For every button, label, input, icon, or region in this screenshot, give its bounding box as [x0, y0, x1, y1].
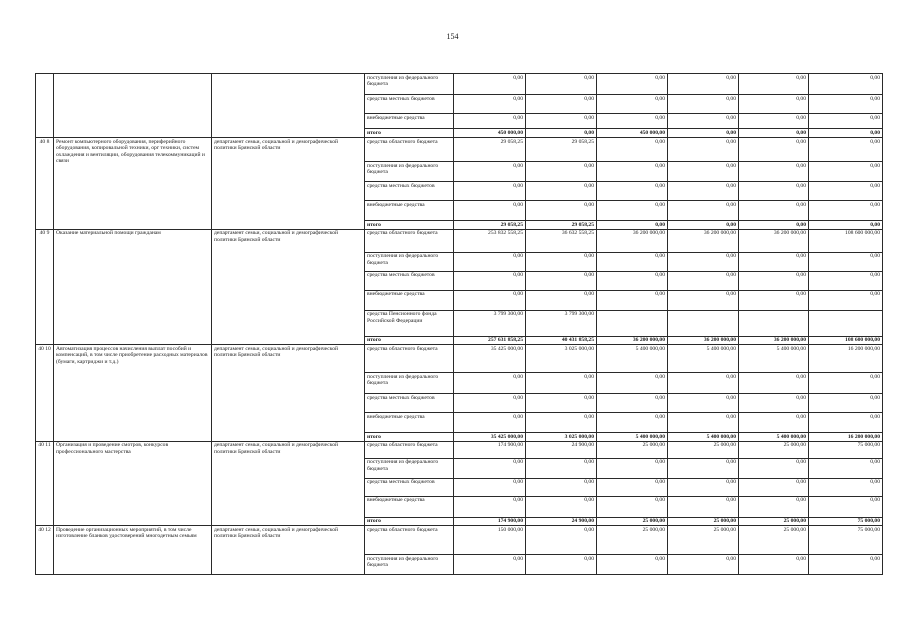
- funding-source: поступления из федерального бюджета: [365, 555, 454, 575]
- amount-year-2: [597, 310, 668, 336]
- amount-total: 257 631 858,25: [454, 336, 526, 345]
- amount-total: 0,00: [454, 271, 526, 290]
- table-row: [36, 229, 883, 252]
- funding-source: средства местных бюджетов: [365, 271, 454, 290]
- amount-year-2: 0,00: [597, 201, 668, 221]
- amount-year-3: 36 200 000,00: [668, 229, 739, 252]
- measure-name: Проведение организационных мероприятий, в том числе изготовление бланков удостоверений многодетным семьям: [54, 526, 212, 575]
- funding-source: внебюджетные средства: [365, 114, 454, 129]
- amount-year-2: 0,00: [597, 413, 668, 433]
- amount-total: 35 425 000,00: [454, 433, 526, 442]
- table-body: [36, 74, 883, 575]
- amount-total: 29 058,25: [454, 138, 526, 162]
- amount-year-4: 0,00: [739, 555, 809, 575]
- responsible-executor: департамент семьи, социальной и демографической политики Брянской области: [212, 526, 365, 575]
- page-number: 154: [446, 32, 459, 41]
- amount-year-5: 0,00: [809, 271, 883, 290]
- amount-year-2: 0,00: [597, 162, 668, 182]
- amount-total: 450 000,00: [454, 129, 526, 138]
- responsible-executor: департамент семьи, социальной и демографической политики Брянской области: [212, 441, 365, 526]
- amount-year-4: 25 000,00: [739, 517, 809, 526]
- funding-source: поступления из федерального бюджета: [365, 252, 454, 271]
- amount-year-2: 0,00: [597, 182, 668, 201]
- amount-total: 0,00: [454, 74, 526, 95]
- amount-year-1: 0,00: [526, 290, 597, 310]
- amount-year-3: 25 000,00: [668, 517, 739, 526]
- funding-source: средства областного бюджета: [365, 345, 454, 373]
- amount-year-3: 0,00: [668, 221, 739, 230]
- funding-source: внебюджетные средства: [365, 413, 454, 433]
- amount-year-4: 0,00: [739, 458, 809, 478]
- amount-year-3: 0,00: [668, 290, 739, 310]
- amount-total: 0,00: [454, 394, 526, 413]
- amount-total: 0,00: [454, 458, 526, 478]
- amount-year-5: 75 000,00: [809, 517, 883, 526]
- amount-year-4: 25 000,00: [739, 526, 809, 555]
- amount-year-1: 3 025 000,00: [526, 433, 597, 442]
- amount-year-1: 0,00: [526, 458, 597, 478]
- amount-year-2: 0,00: [597, 555, 668, 575]
- amount-year-5: 0,00: [809, 458, 883, 478]
- amount-year-3: 0,00: [668, 95, 739, 114]
- table-row: [36, 138, 883, 162]
- amount-total: 0,00: [454, 201, 526, 221]
- amount-total: 150 000,00: [454, 526, 526, 555]
- amount-year-3: 0,00: [668, 252, 739, 271]
- amount-year-1: 24 900,00: [526, 517, 597, 526]
- amount-year-4: 0,00: [739, 373, 809, 394]
- responsible-executor: [212, 74, 365, 138]
- measure-name: Организация и проведение смотров, конкурсов профессионального мастерства: [54, 441, 212, 526]
- amount-year-2: 25 000,00: [597, 441, 668, 458]
- amount-year-3: 25 000,00: [668, 441, 739, 458]
- amount-year-5: 0,00: [809, 290, 883, 310]
- funding-source: поступления из федерального бюджета: [365, 458, 454, 478]
- amount-year-1: 0,00: [526, 478, 597, 496]
- amount-year-1: 0,00: [526, 555, 597, 575]
- amount-year-5: [809, 310, 883, 336]
- item-number: 40 11: [36, 441, 54, 526]
- amount-year-4: 0,00: [739, 138, 809, 162]
- amount-year-3: 0,00: [668, 478, 739, 496]
- amount-year-5: 0,00: [809, 373, 883, 394]
- amount-year-1: 29 058,25: [526, 138, 597, 162]
- amount-year-4: 5 400 000,00: [739, 345, 809, 373]
- amount-year-2: 450 000,00: [597, 129, 668, 138]
- funding-source: итого: [365, 221, 454, 230]
- amount-year-5: 0,00: [809, 74, 883, 95]
- amount-year-5: 0,00: [809, 201, 883, 221]
- item-number: 40 10: [36, 345, 54, 442]
- amount-year-1: 0,00: [526, 252, 597, 271]
- funding-source: поступления из федерального бюджета: [365, 373, 454, 394]
- amount-year-4: 0,00: [739, 182, 809, 201]
- amount-total: 0,00: [454, 555, 526, 575]
- amount-year-2: 0,00: [597, 290, 668, 310]
- amount-total: 0,00: [454, 413, 526, 433]
- funding-source: средства местных бюджетов: [365, 478, 454, 496]
- amount-year-3: 0,00: [668, 271, 739, 290]
- amount-year-5: 0,00: [809, 496, 883, 517]
- amount-total: 0,00: [454, 95, 526, 114]
- amount-year-1: 0,00: [526, 373, 597, 394]
- table-row: [36, 345, 883, 373]
- amount-year-1: 0,00: [526, 114, 597, 129]
- funding-source: итого: [365, 129, 454, 138]
- amount-year-1: 29 058,25: [526, 221, 597, 230]
- amount-year-3: 0,00: [668, 114, 739, 129]
- amount-year-2: 5 400 000,00: [597, 433, 668, 442]
- amount-year-5: 0,00: [809, 162, 883, 182]
- amount-year-1: 0,00: [526, 182, 597, 201]
- amount-year-2: 0,00: [597, 221, 668, 230]
- item-number: 40 8: [36, 138, 54, 230]
- amount-year-4: 0,00: [739, 478, 809, 496]
- measure-name: Автоматизация процессов начисления выплат пособий и компенсаций, в том числе приобретение расходных материалов (бумаги, картриджи и т.д.): [54, 345, 212, 442]
- amount-year-3: 25 000,00: [668, 526, 739, 555]
- funding-source: средства местных бюджетов: [365, 95, 454, 114]
- amount-year-2: 25 000,00: [597, 517, 668, 526]
- amount-year-4: 36 200 000,00: [739, 229, 809, 252]
- amount-total: 253 832 558,25: [454, 229, 526, 252]
- amount-year-3: 0,00: [668, 129, 739, 138]
- amount-year-2: 36 200 000,00: [597, 229, 668, 252]
- amount-year-5: 75 000,00: [809, 526, 883, 555]
- amount-year-4: [739, 310, 809, 336]
- amount-total: 3 799 300,00: [454, 310, 526, 336]
- amount-year-4: 25 000,00: [739, 441, 809, 458]
- amount-year-3: 0,00: [668, 373, 739, 394]
- table-row: [36, 441, 883, 458]
- amount-year-2: 25 000,00: [597, 526, 668, 555]
- amount-year-1: 0,00: [526, 271, 597, 290]
- amount-year-3: 0,00: [668, 138, 739, 162]
- amount-year-3: 0,00: [668, 555, 739, 575]
- amount-year-2: 0,00: [597, 271, 668, 290]
- amount-year-5: 0,00: [809, 95, 883, 114]
- amount-year-2: 5 400 000,00: [597, 345, 668, 373]
- funding-source: внебюджетные средства: [365, 290, 454, 310]
- amount-total: 174 900,00: [454, 441, 526, 458]
- amount-year-5: 0,00: [809, 138, 883, 162]
- amount-year-2: 0,00: [597, 458, 668, 478]
- amount-year-3: 0,00: [668, 182, 739, 201]
- amount-year-2: 36 200 000,00: [597, 336, 668, 345]
- amount-year-2: 0,00: [597, 394, 668, 413]
- responsible-executor: департамент семьи, социальной и демографической политики Брянской области: [212, 229, 365, 345]
- amount-year-1: 36 632 558,25: [526, 229, 597, 252]
- amount-year-3: 0,00: [668, 496, 739, 517]
- amount-total: 0,00: [454, 478, 526, 496]
- amount-year-4: 0,00: [739, 129, 809, 138]
- measure-name: Ремонт компьютерного оборудования, периферийного оборудования, копировальной техники, орг техники, систем охлаждения и вентиляции, оборудования телекоммуникаций и связи: [54, 138, 212, 230]
- funding-source: средства местных бюджетов: [365, 182, 454, 201]
- amount-year-5: 0,00: [809, 555, 883, 575]
- amount-year-4: 0,00: [739, 394, 809, 413]
- measure-name: [54, 74, 212, 138]
- funding-source: средства Пенсионного фонда Российской Федерации: [365, 310, 454, 336]
- amount-year-5: 16 200 000,00: [809, 345, 883, 373]
- amount-year-5: 0,00: [809, 114, 883, 129]
- funding-source: внебюджетные средства: [365, 201, 454, 221]
- amount-year-1: 0,00: [526, 129, 597, 138]
- amount-year-2: 0,00: [597, 114, 668, 129]
- amount-year-3: 5 400 000,00: [668, 345, 739, 373]
- amount-year-3: 0,00: [668, 201, 739, 221]
- amount-year-5: 16 200 000,00: [809, 433, 883, 442]
- amount-year-1: 0,00: [526, 74, 597, 95]
- amount-year-3: 0,00: [668, 458, 739, 478]
- amount-year-5: 75 000,00: [809, 441, 883, 458]
- funding-source: средства областного бюджета: [365, 229, 454, 252]
- amount-year-5: 0,00: [809, 252, 883, 271]
- amount-year-3: 0,00: [668, 394, 739, 413]
- budget-table: [35, 73, 883, 575]
- amount-year-4: 0,00: [739, 114, 809, 129]
- amount-year-2: 0,00: [597, 95, 668, 114]
- funding-source: итого: [365, 433, 454, 442]
- funding-source: средства областного бюджета: [365, 441, 454, 458]
- responsible-executor: департамент семьи, социальной и демографической политики Брянской области: [212, 345, 365, 442]
- amount-year-4: 0,00: [739, 201, 809, 221]
- item-number: [36, 74, 54, 138]
- amount-year-1: 3 799 300,00: [526, 310, 597, 336]
- funding-source: поступления из федерального бюджета: [365, 74, 454, 95]
- funding-source: поступления из федерального бюджета: [365, 162, 454, 182]
- amount-year-4: 0,00: [739, 252, 809, 271]
- amount-year-4: 36 200 000,00: [739, 336, 809, 345]
- amount-year-4: 0,00: [739, 271, 809, 290]
- amount-year-1: 0,00: [526, 394, 597, 413]
- amount-year-1: 40 431 858,25: [526, 336, 597, 345]
- amount-total: 0,00: [454, 162, 526, 182]
- amount-year-5: 108 600 000,00: [809, 336, 883, 345]
- amount-total: 0,00: [454, 373, 526, 394]
- amount-year-3: 5 400 000,00: [668, 433, 739, 442]
- amount-year-2: 0,00: [597, 138, 668, 162]
- amount-year-4: 5 400 000,00: [739, 433, 809, 442]
- amount-total: 174 900,00: [454, 517, 526, 526]
- amount-year-2: 0,00: [597, 478, 668, 496]
- table-row: [36, 526, 883, 555]
- amount-year-1: 0,00: [526, 413, 597, 433]
- amount-year-4: 0,00: [739, 95, 809, 114]
- amount-year-4: 0,00: [739, 290, 809, 310]
- funding-source: итого: [365, 517, 454, 526]
- table-row: [36, 74, 883, 95]
- amount-year-4: 0,00: [739, 496, 809, 517]
- amount-year-4: 0,00: [739, 221, 809, 230]
- funding-source: средства местных бюджетов: [365, 394, 454, 413]
- amount-year-4: 0,00: [739, 413, 809, 433]
- amount-year-5: 0,00: [809, 129, 883, 138]
- amount-year-1: 0,00: [526, 496, 597, 517]
- measure-name: Оказание материальной помощи гражданам: [54, 229, 212, 345]
- amount-year-5: 0,00: [809, 182, 883, 201]
- amount-year-3: [668, 310, 739, 336]
- amount-year-1: 0,00: [526, 201, 597, 221]
- amount-total: 0,00: [454, 290, 526, 310]
- amount-total: 0,00: [454, 114, 526, 129]
- amount-total: 0,00: [454, 182, 526, 201]
- funding-source: внебюджетные средства: [365, 496, 454, 517]
- amount-year-3: 0,00: [668, 74, 739, 95]
- amount-year-2: 0,00: [597, 74, 668, 95]
- amount-year-1: 24 900,00: [526, 441, 597, 458]
- item-number: 40 9: [36, 229, 54, 345]
- amount-total: 29 058,25: [454, 221, 526, 230]
- funding-source: средства областного бюджета: [365, 138, 454, 162]
- amount-total: 35 425 000,00: [454, 345, 526, 373]
- amount-year-5: 0,00: [809, 478, 883, 496]
- amount-year-1: 0,00: [526, 526, 597, 555]
- funding-source: итого: [365, 336, 454, 345]
- responsible-executor: департамент семьи, социальной и демографической политики Брянской области: [212, 138, 365, 230]
- amount-year-2: 0,00: [597, 252, 668, 271]
- amount-year-5: 108 600 000,00: [809, 229, 883, 252]
- amount-year-3: 36 200 000,00: [668, 336, 739, 345]
- amount-total: 0,00: [454, 496, 526, 517]
- amount-year-5: 0,00: [809, 394, 883, 413]
- amount-total: 0,00: [454, 252, 526, 271]
- amount-year-2: 0,00: [597, 496, 668, 517]
- amount-year-1: 3 025 000,00: [526, 345, 597, 373]
- item-number: 40 12: [36, 526, 54, 575]
- amount-year-2: 0,00: [597, 373, 668, 394]
- amount-year-4: 0,00: [739, 74, 809, 95]
- amount-year-4: 0,00: [739, 162, 809, 182]
- amount-year-3: 0,00: [668, 162, 739, 182]
- funding-source: средства областного бюджета: [365, 526, 454, 555]
- amount-year-5: 0,00: [809, 413, 883, 433]
- amount-year-3: 0,00: [668, 413, 739, 433]
- amount-year-5: 0,00: [809, 221, 883, 230]
- amount-year-1: 0,00: [526, 162, 597, 182]
- amount-year-1: 0,00: [526, 95, 597, 114]
